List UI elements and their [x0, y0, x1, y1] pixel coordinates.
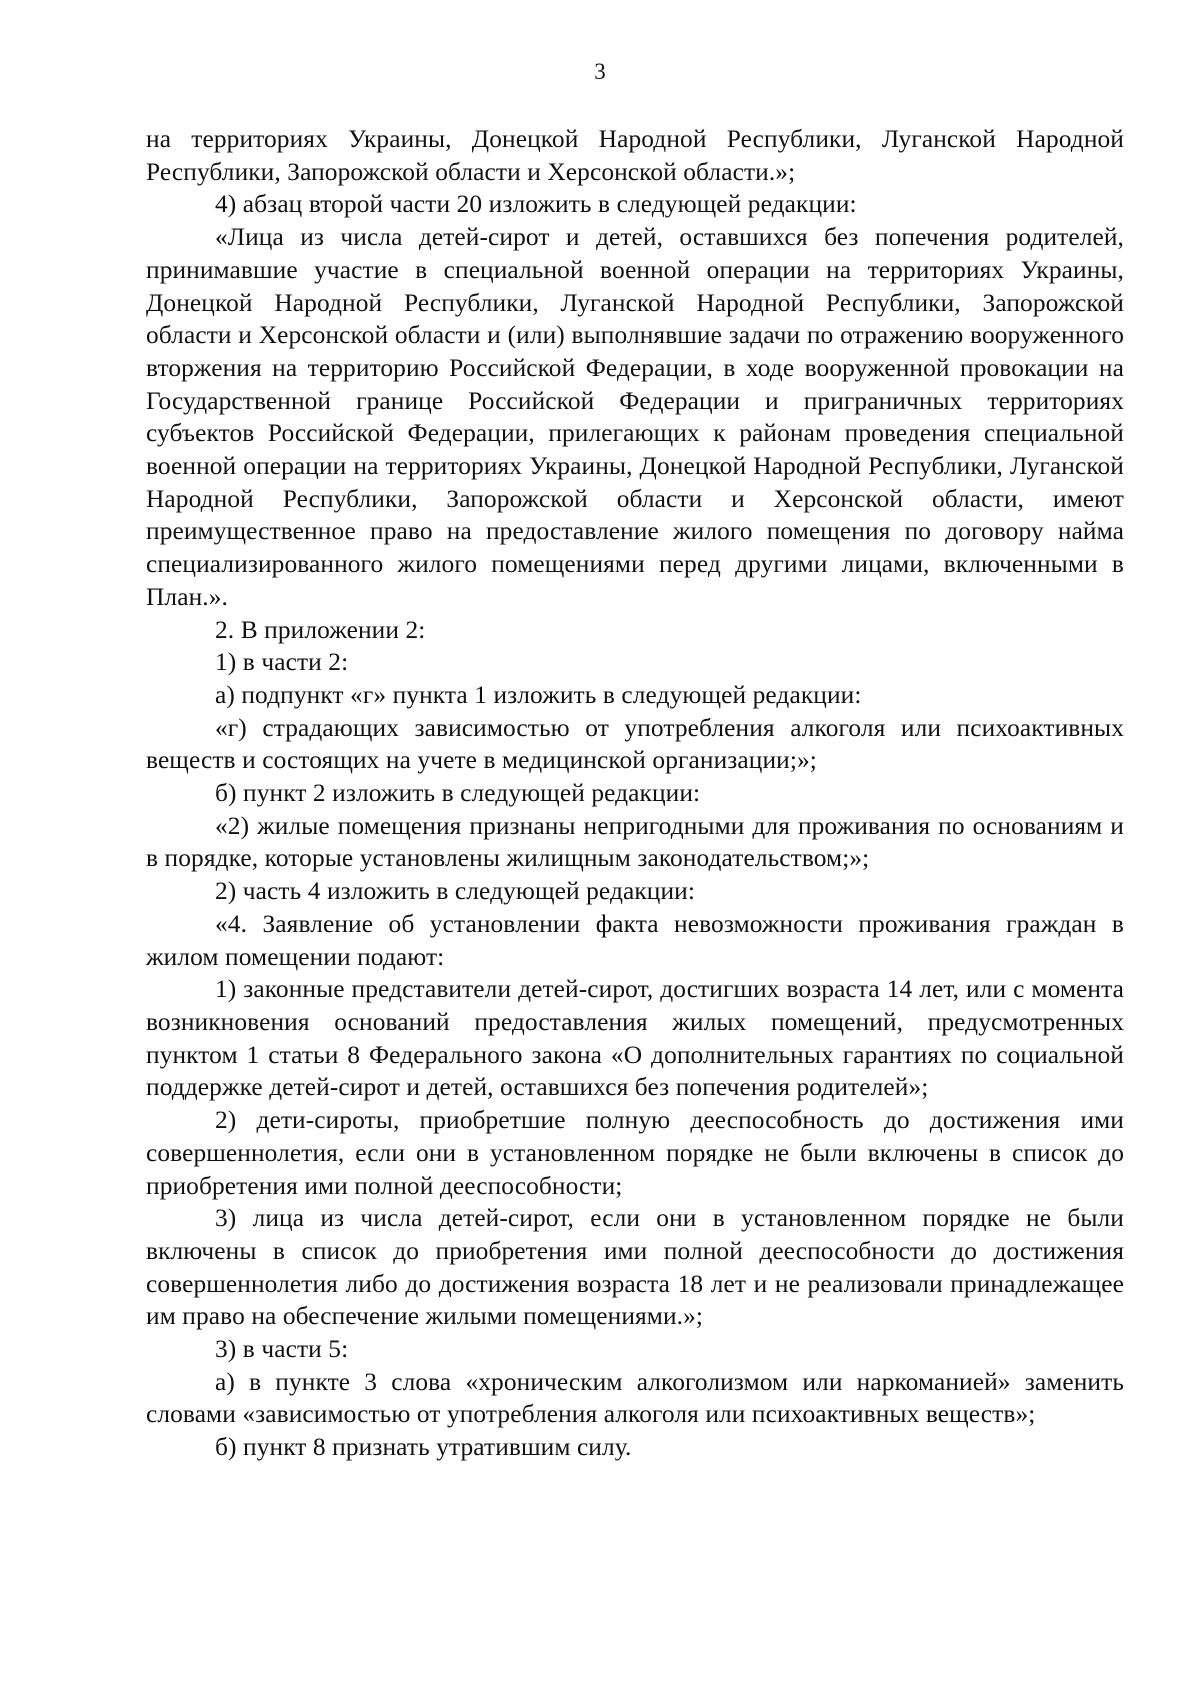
paragraph: на территориях Украины, Донецкой Народной Республики, Луганской Народной Республики, Запорожской области и Херсонской области.»; — [146, 125, 1124, 186]
paragraph: 1) законные представители детей-сирот, достигших возраста 14 лет, или с момента возникновения оснований предоставления жилых помещений, предусмотренных пунктом 1 статьи 8 Федерального закона «О дополнительных гарантиях по социальной поддержке детей-сирот и детей, оставшихся без попечения родителей»; — [146, 975, 1124, 1102]
paragraph: 3) лица из числа детей-сирот, если они в установленном порядке не были включены в список до приобретения ими полной дееспособности до достижения совершеннолетия либо до достижения возраста 18 лет и не реализовали принадлежащее им право на обеспечение жилыми помещениями.»; — [146, 1204, 1124, 1331]
page-number: 3 — [594, 59, 606, 84]
paragraph: «2) жилые помещения признаны непригодными для проживания по основаниям и в порядке, которые установлены жилищным законодательством;»; — [146, 811, 1124, 873]
paragraph: 2. В приложении 2: — [215, 615, 426, 644]
paragraph: а) в пункте 3 слова «хроническим алкоголизмом или наркоманией» заменить словами «зависимостью от употребления алкоголя или психоактивных веществ»; — [146, 1367, 1124, 1429]
paragraph: б) пункт 2 изложить в следующей редакции: — [215, 779, 701, 808]
paragraph: 4) абзац второй части 20 изложить в следующей редакции: — [215, 190, 857, 219]
paragraph: «г) страдающих зависимостью от употребления алкоголя или психоактивных веществ и состоящих на учете в медицинской организации;»; — [146, 713, 1124, 775]
document-body — [146, 123, 1124, 1464]
paragraph: 2) часть 4 изложить в следующей редакции: — [215, 877, 695, 906]
paragraph: 3) в части 5: — [215, 1335, 349, 1364]
paragraph: б) пункт 8 признать утратившим силу. — [215, 1433, 632, 1462]
paragraph: 2) дети-сироты, приобретшие полную дееспособность до достижения ими совершеннолетия, если они в установленном порядке не были включены в список до приобретения ими полной дееспособности; — [146, 1106, 1124, 1200]
paragraph: 1) в части 2: — [215, 648, 349, 677]
paragraph: «4. Заявление об установлении факта невозможности проживания граждан в жилом помещении подают: — [146, 909, 1124, 971]
paragraph: «Лица из числа детей-сирот и детей, оставшихся без попечения родителей, принимавшие участие в специальной военной операции на территориях Украины, Донецкой Народной Республики, Луганской Народной Республики, Запорожской области и Херсонской области и (или) выполнявшие задачи по отражению вооруженного вторжения на территорию Российской Федерации, в ходе вооруженной провокации на Государственной границе Российской Федерации и приграничных территориях субъектов Российской Федерации, прилегающих к районам проведения специальной военной операции на территориях Украины, Донецкой Народной Республики, Луганской Народной Республики, Запорожской области и Херсонской области, имеют преимущественное право на предоставление жилого помещения по договору найма специализированного жилого помещениями перед другими лицами, включенными в План.». — [146, 223, 1124, 611]
paragraph: а) подпункт «г» пункта 1 изложить в следующей редакции: — [215, 680, 862, 709]
